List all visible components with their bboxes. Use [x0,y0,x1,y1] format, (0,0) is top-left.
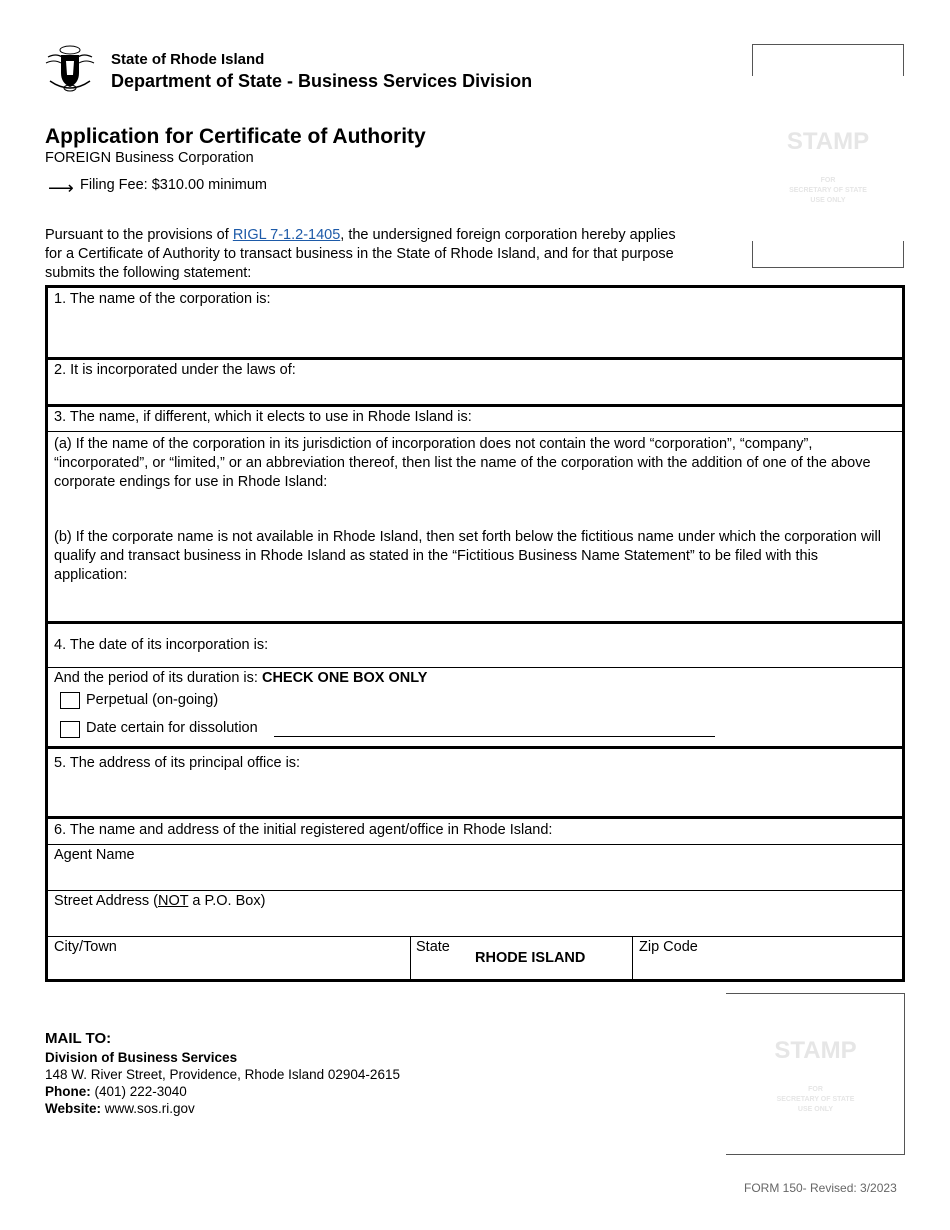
zip-label: Zip Code [639,939,698,955]
row-ri-name[interactable] [48,407,902,432]
q3b-text: (b) If the corporate name is not available in Rhode Island, then set forth below the fictitious name under which the corporation will qualify and transact business in Rhode Island as stated in the “Fictitious Business Name Statement” to be filed with this application: [54,529,881,583]
stamp-box-top [752,44,904,76]
mail-heading: MAIL TO: [45,1030,112,1047]
stamp-for: FOR SECRETARY OF STATE USE ONLY [776,1086,855,1113]
state-seal-icon [44,43,96,93]
city-state-zip-row [48,937,902,979]
q5-label: 5. The address of its principal office is: [54,755,301,771]
page-title: Application for Certificate of Authority [45,125,426,148]
arrow-right-icon: ⟶ [48,178,74,198]
dissolution-date-line[interactable] [274,736,715,737]
stamp-box-bottom [752,241,904,268]
city-label: City/Town [54,939,117,955]
header-state: State of Rhode Island [111,51,265,68]
stamp-label: STAMP [786,128,870,155]
perpetual-checkbox[interactable] [60,692,80,709]
state-label: State [416,939,450,955]
filing-fee: Filing Fee: $310.00 minimum [80,177,267,193]
q2-label: 2. It is incorporated under the laws of: [54,362,296,378]
state-value: RHODE ISLAND [475,950,586,966]
row-registered-agent [48,819,902,845]
street-address-field[interactable] [48,891,902,937]
mail-address: 148 W. River Street, Providence, Rhode Island 02904-2615 [45,1067,400,1082]
stamp-box-bottom-section [726,993,905,1155]
duration-label: And the period of its duration is: CHECK ONE BOX ONLY [54,670,428,686]
rigl-link[interactable]: RIGL 7-1.2-1405 [232,227,341,243]
intro-paragraph: Pursuant to the provisions of RIGL 7-1.2-1405, the undersigned foreign corporation hereby applies for a Certificate of Authority to transact business in the State of Rhode Island, and for that purpose submits the following statement: [45,227,676,281]
header-department: Department of State - Business Services Division [111,71,533,91]
dissolution-label: Date certain for dissolution [86,720,258,736]
divider [410,937,411,979]
form-number: FORM 150- Revised: 3/2023 [744,1181,897,1195]
row-name-conditions[interactable] [48,432,902,624]
q3a-text: (a) If the name of the corporation in its jurisdiction of incorporation does not contain the word “corporation”, “company”, “incorporated”, or “limited,” or an abbreviation thereof, then list the name of the corporation with the addition of one of the above corporate endings for use in Rhode Island: [54,436,871,490]
application-form [45,285,905,982]
page-subtitle: FOREIGN Business Corporation [45,150,254,166]
row-corporation-name[interactable] [48,288,902,360]
q3-label: 3. The name, if different, which it elects to use in Rhode Island is: [54,409,472,425]
divider [632,937,633,979]
mail-phone: Phone: (401) 222-3040 [45,1084,187,1099]
mail-website: Website: www.sos.ri.gov [45,1101,195,1116]
stamp-label: STAMP [774,1037,857,1064]
q6-label: 6. The name and address of the initial registered agent/office in Rhode Island: [54,822,553,838]
row-principal-office[interactable] [48,749,902,819]
agent-name-label: Agent Name [54,847,135,863]
row-incorporation-date[interactable] [48,624,902,668]
street-address-label: Street Address (NOT a P.O. Box) [54,893,266,909]
q4-label: 4. The date of its incorporation is: [54,637,269,653]
agent-name-field[interactable] [48,845,902,891]
q1-label: 1. The name of the corporation is: [54,291,271,307]
row-duration [48,668,902,749]
row-incorporated-laws[interactable] [48,360,902,407]
dissolution-checkbox[interactable] [60,721,80,738]
perpetual-label: Perpetual (on-going) [86,692,219,708]
stamp-for: FOR SECRETARY OF STATE USE ONLY [789,177,867,204]
mail-division: Division of Business Services [45,1050,238,1065]
